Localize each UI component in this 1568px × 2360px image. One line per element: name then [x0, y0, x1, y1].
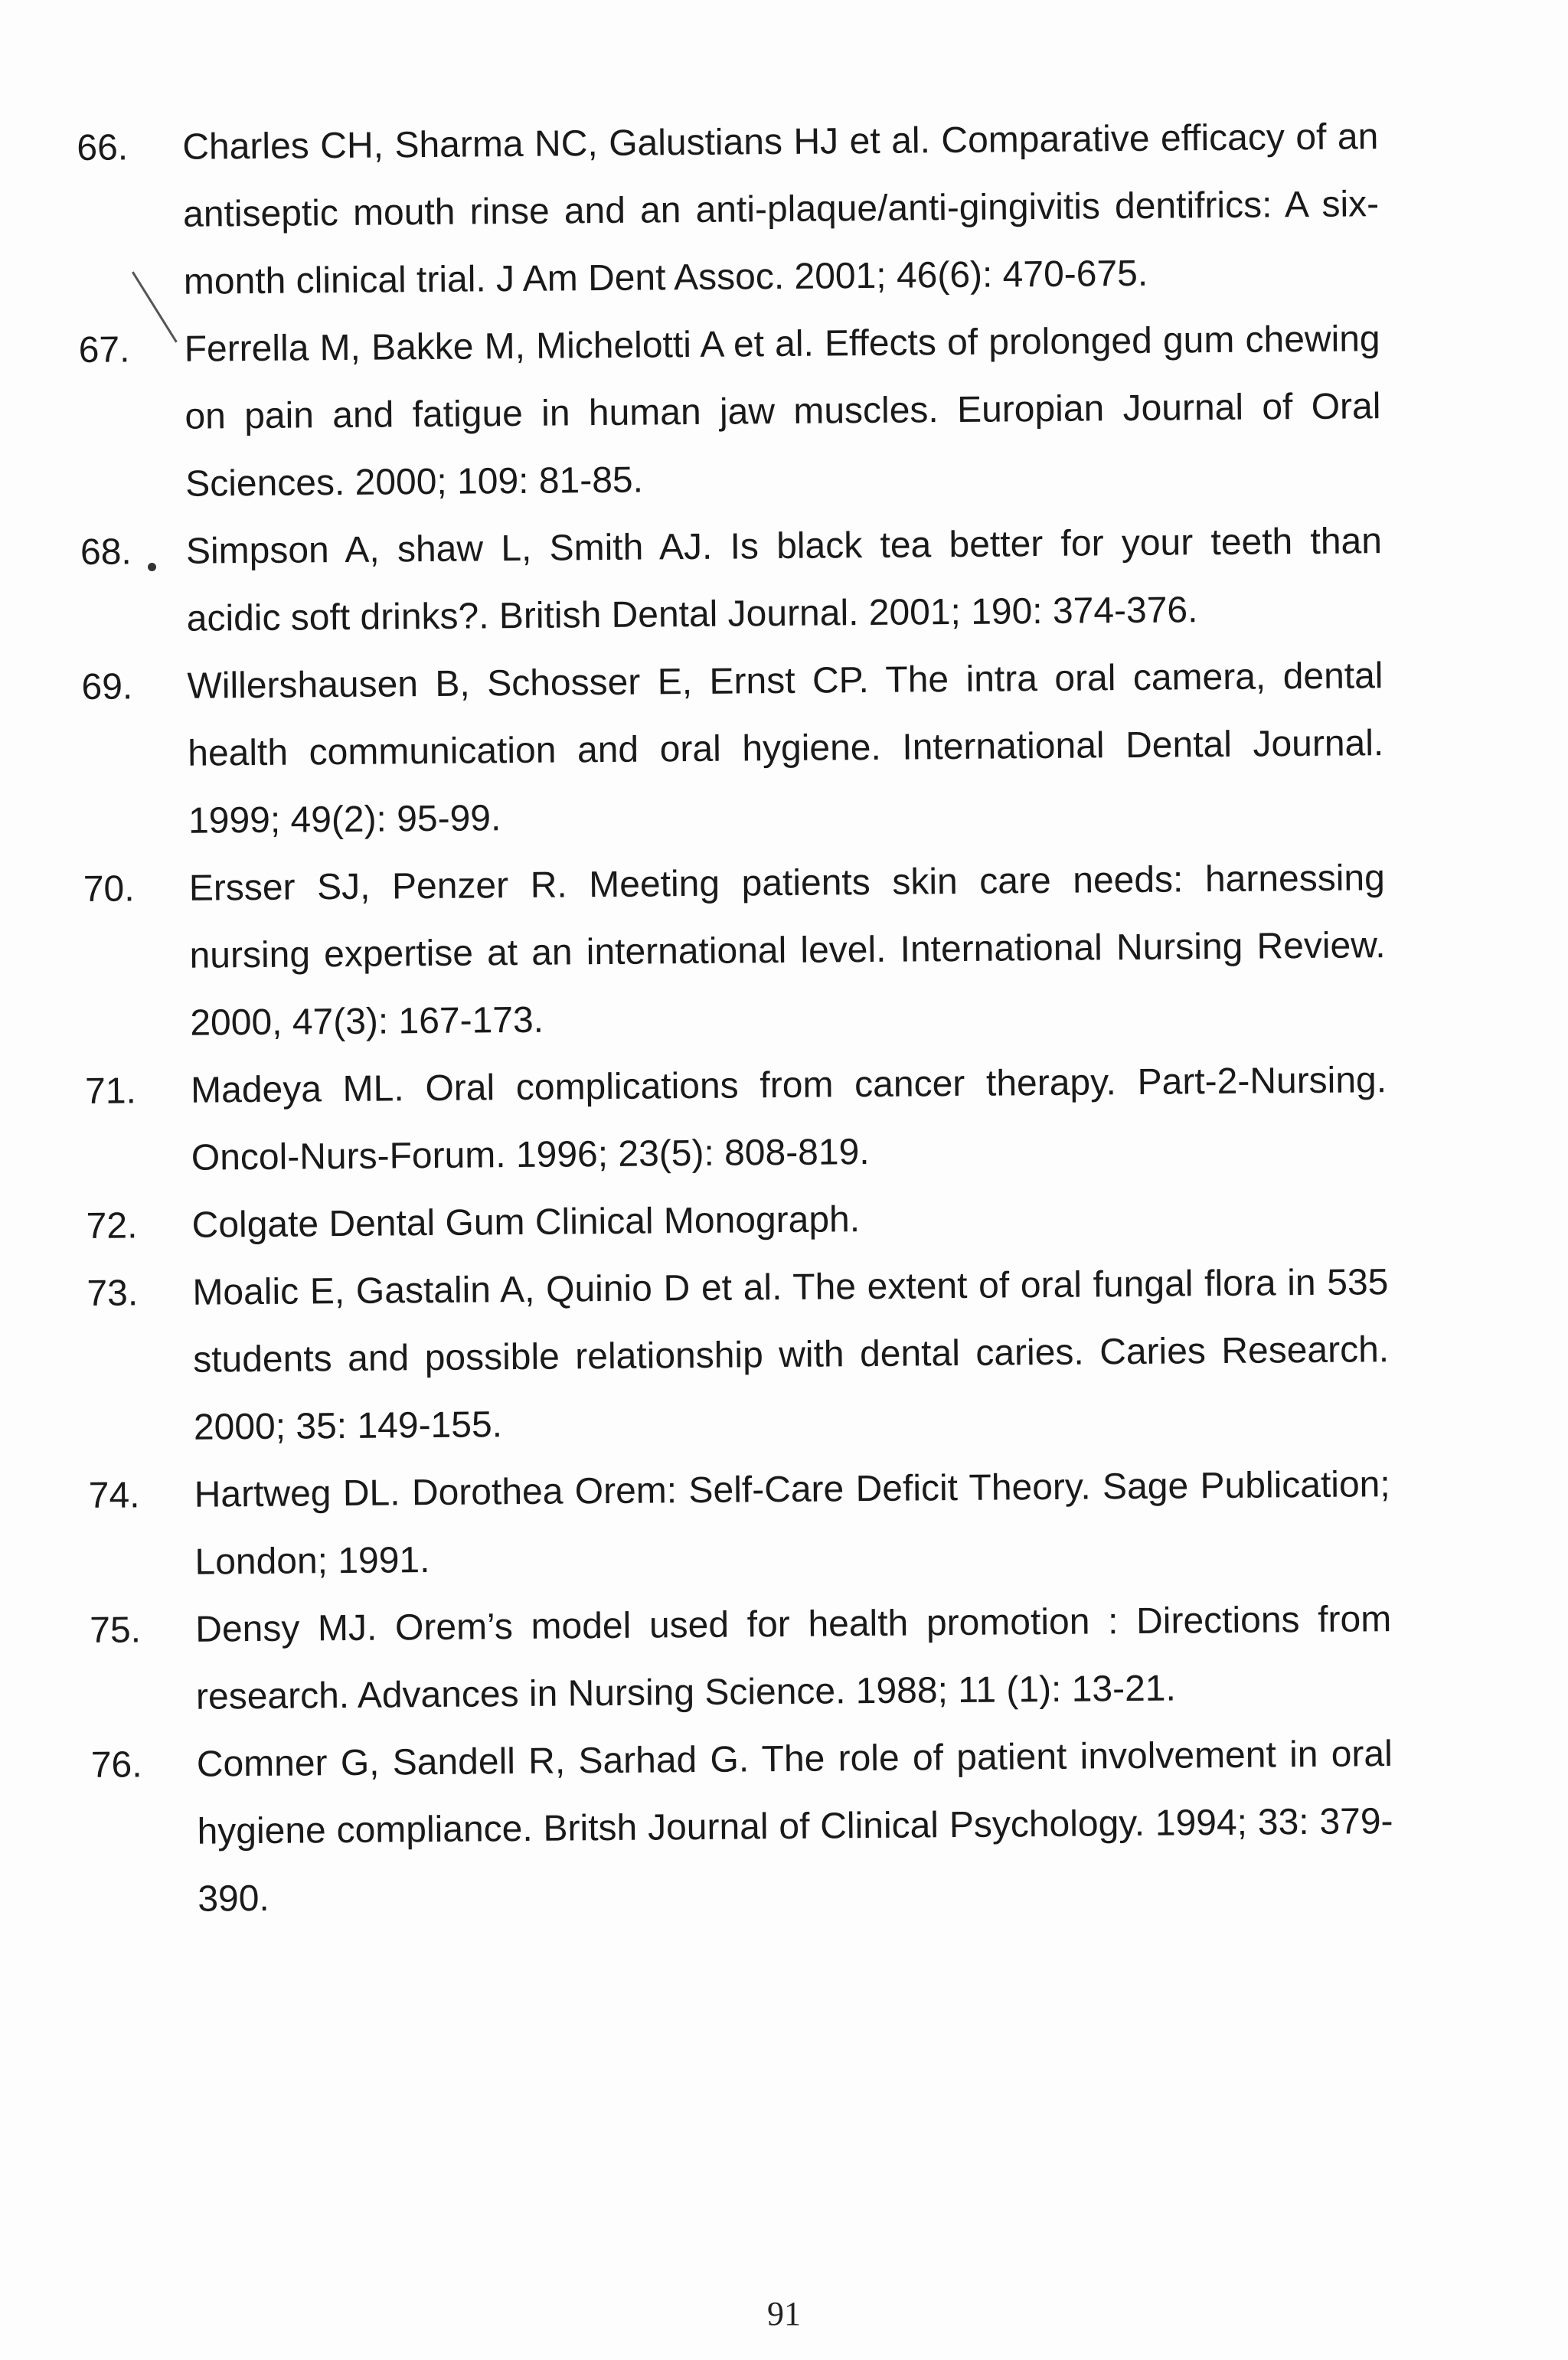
reference-item [80, 508, 1383, 654]
reference-item [85, 1047, 1387, 1193]
reference-text: Ferrella M, Bakke M, Michelotti A et al. Effects of prolonged gum chewing on pain and fatigue in human jaw muscles. Europian Journal of Oral Sciences. 2000; 109: 81-85. [184, 319, 1381, 505]
reference-text: Charles CH, Sharma NC, Galustians HJ et al. Comparative efficacy of an antiseptic mouth rinse and an anti-plaque/anti-gingivitis dentifrics: A six-month clinical trial. J Am Dent Assoc. 2001; 46(6): 470-675. [182, 116, 1380, 302]
reference-text: Moalic E, Gastalin A, Quinio D et al. The extent of oral fungal flora in 535 students and possible relationship with dental caries. Caries Research. 2000; 35: 149-155. [192, 1262, 1390, 1448]
reference-number: 67. [78, 329, 130, 371]
reference-number: 74. [88, 1475, 140, 1516]
reference-item [90, 1586, 1392, 1732]
reference-list [77, 103, 1394, 1934]
reference-item [77, 103, 1380, 317]
reference-text: Comner G, Sandell R, Sarhad G. The role of patient involvement in oral hygiene compliance. Britsh Journal of Clinical Psychology. 1994; 33: 379-390. [196, 1734, 1393, 1920]
reference-text: Densy MJ. Orem’s model used for health promotion : Directions from research. Advances in Nursing Science. 1988; 11 (1): 13-21. [195, 1599, 1392, 1718]
reference-text: Simpson A, shaw L, Smith AJ. Is black tea better for your teeth than acidic soft drinks?. British Dental Journal. 2001; 190: 374-376. [185, 521, 1383, 639]
reference-number: 73. [87, 1273, 139, 1314]
reference-item [90, 1721, 1393, 1934]
reference-number: 71. [84, 1070, 137, 1112]
reference-item [88, 1451, 1390, 1597]
reference-text: Madeya ML. Oral complications from cancer therapy. Part-2-Nursing. Oncol-Nurs-Forum. 1996; 23(5): 808-819. [190, 1060, 1387, 1178]
reference-text: Hartweg DL. Dorothea Orem: Self-Care Deficit Theory. Sage Publication; London; 1991. [194, 1464, 1390, 1583]
reference-item [78, 306, 1381, 519]
reference-item [83, 845, 1386, 1058]
reference-text: Willershausen B, Schosser E, Ernst CP. The intra oral camera, dental health communication and oral hygiene. International Dental Journal. 1999; 49(2): 95-99. [187, 655, 1384, 842]
reference-number: 70. [83, 868, 135, 910]
reference-item [87, 1249, 1390, 1463]
reference-item [86, 1182, 1388, 1260]
reference-text: Ersser SJ, Penzer R. Meeting patients skin care needs: harnessing nursing expertise at an international level. International Nursing Review. 2000, 47(3): 167-173. [188, 858, 1386, 1044]
reference-number: 72. [86, 1205, 138, 1247]
reference-number: 68. [80, 531, 132, 573]
reference-item [81, 642, 1384, 856]
reference-text: Colgate Dental Gum Clinical Monograph. [191, 1199, 861, 1246]
page-number: 91 [767, 2295, 801, 2332]
reference-number: 69. [81, 666, 133, 708]
reference-number: 76. [90, 1744, 142, 1786]
reference-number: 66. [77, 127, 129, 168]
reference-number: 75. [90, 1610, 142, 1651]
